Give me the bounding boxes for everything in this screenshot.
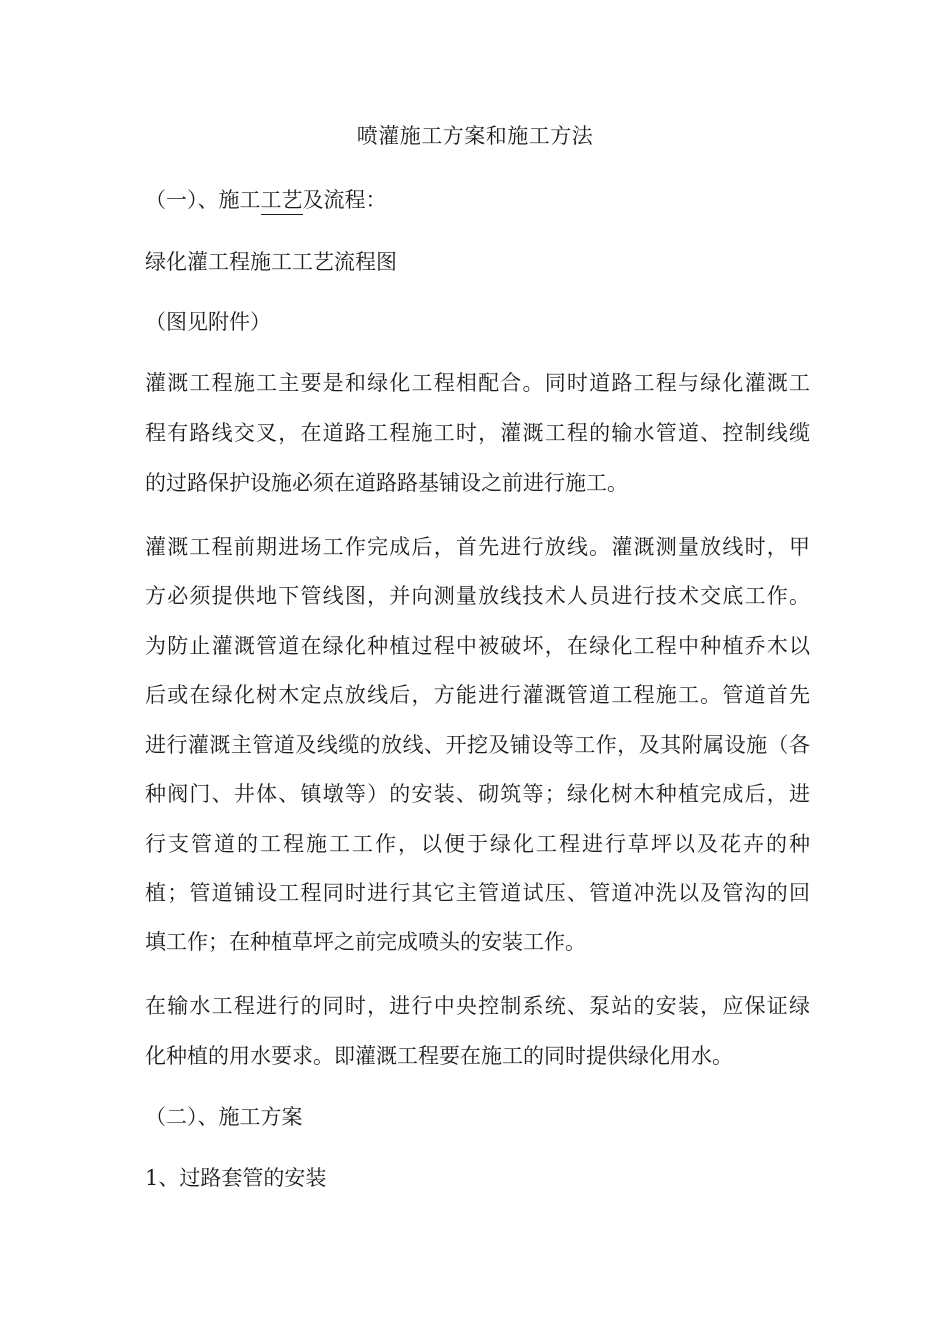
subsection1-heading: 1、过路套管的安装 (145, 1166, 327, 1190)
paragraph-line: 的过路保护设施必须在道路路基铺设之前进行施工。 (145, 471, 628, 495)
document-title: 喷灌施工方案和施工方法 (356, 124, 594, 148)
section1-heading-prefix: （一）、施工 (145, 188, 261, 212)
paragraph-line: 进行灌溉主管道及线缆的放线、开挖及铺设等工作，及其附属设施（各 (145, 733, 810, 757)
section2-heading: （二）、施工方案 (145, 1105, 303, 1129)
paragraph-line: 填工作；在种植草坪之前完成喷头的安装工作。 (145, 930, 586, 954)
section1-heading (145, 184, 810, 216)
paragraph-line: 植；管道铺设工程同时进行其它主管道试压、管道冲洗以及管沟的回 (145, 881, 810, 905)
section1-heading-underlined: 工艺 (261, 188, 303, 215)
flowchart-title: 绿化灌工程施工工艺流程图 (145, 250, 397, 274)
paragraph-line: 方必须提供地下管线图，并向测量放线技术人员进行技术交底工作。 (145, 584, 810, 608)
paragraph-line: 种阀门、井体、镇墩等）的安装、砌筑等；绿化树木种植完成后，进 (145, 782, 810, 806)
paragraph-line: 灌溉工程前期进场工作完成后，首先进行放线。灌溉测量放线时，甲 (145, 535, 810, 559)
paragraph-line: 程有路线交叉，在道路工程施工时，灌溉工程的输水管道、控制线缆 (145, 421, 810, 445)
paragraph-line: 化种植的用水要求。即灌溉工程要在施工的同时提供绿化用水。 (145, 1044, 733, 1068)
paragraph-line: 在输水工程进行的同时，进行中央控制系统、泵站的安装，应保证绿 (145, 994, 810, 1018)
paragraph-line: 灌溉工程施工主要是和绿化工程相配合。同时道路工程与绿化灌溉工 (145, 371, 810, 395)
attachment-note: （图见附件） (145, 310, 271, 334)
paragraph-line: 为防止灌溉管道在绿化种植过程中被破坏，在绿化工程中种植乔木以 (145, 634, 810, 658)
paragraph-line: 后或在绿化树木定点放线后，方能进行灌溉管道工程施工。管道首先 (145, 683, 810, 707)
paragraph-line: 行支管道的工程施工工作，以便于绿化工程进行草坪以及花卉的种 (145, 832, 810, 856)
section1-heading-suffix: 及流程： (302, 188, 387, 212)
